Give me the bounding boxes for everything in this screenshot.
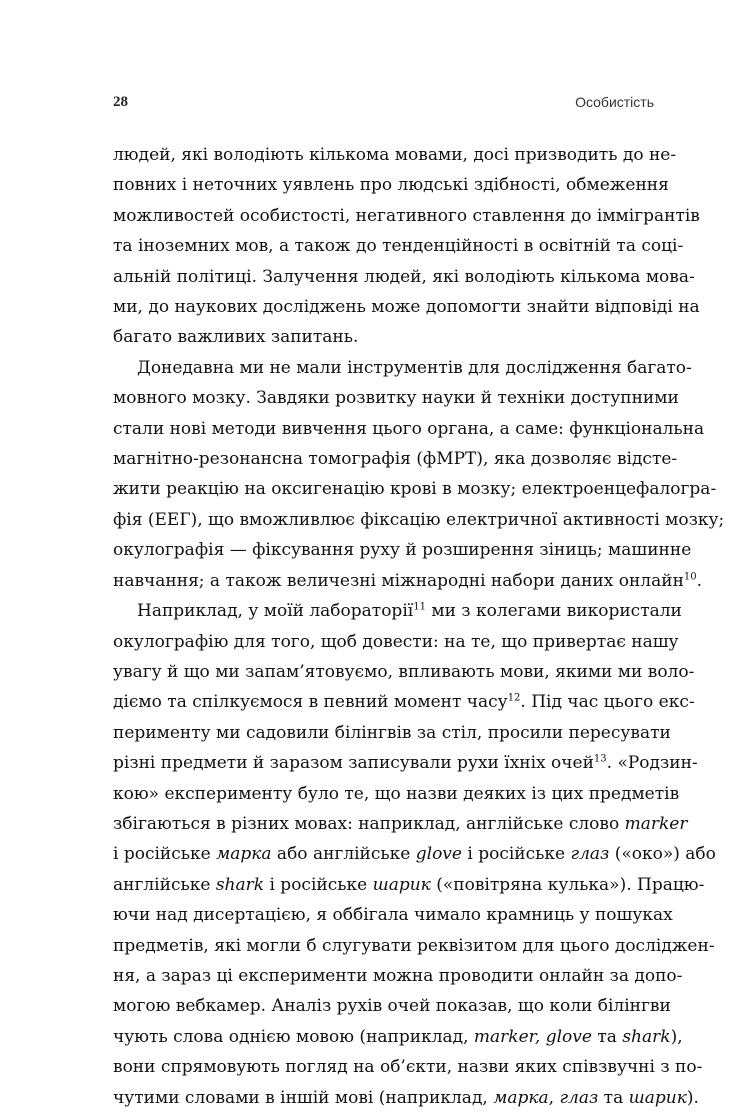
paragraph-3 [113,596,716,1113]
text-segment: («повітряна кулька»). Працю- [430,874,705,895]
text-line: Донедавна ми не мали інструментів для дослідження багато- [137,357,692,378]
text-line [113,870,705,900]
paragraph-2 [113,353,725,596]
text-line: мовного мозку. Завдяки розвитку науки й техніки доступними [113,388,679,409]
text-line [113,687,695,717]
footnote-ref-13[interactable]: 13 [593,753,607,765]
text-segment: ). [686,1087,699,1108]
text-line: багато важливих запитань. [113,327,359,348]
italic-term: марка [216,844,272,865]
text-line: перименту ми садовили білінгвів за стіл, просили пересувати [113,722,671,743]
text-line: вони спрямовують погляд на об’єкти, назви яких співзвучні з по- [113,1057,703,1078]
text-segment: . «Родзин- [606,753,698,774]
text-line: предметів, які могли б слугувати реквізитом для цього досліджен- [113,935,715,956]
text-line: окулографію для того, щоб довести: на те, що привертає нашу [113,631,679,652]
text-segment: . Під час цього екс- [520,692,695,713]
italic-term: shark [622,1026,671,1047]
italic-term: глаз [570,844,610,865]
italic-term: глаз [559,1087,599,1108]
italic-term: glove [415,844,462,865]
text-line [113,596,682,626]
text-segment: та [598,1087,629,1108]
text-line [113,1083,699,1113]
page-header [113,92,654,114]
text-line: можливостей особистості, негативного ставлення до іммігрантів [113,205,700,226]
text-line: альній політиці. Залучення людей, які володіють кількома мова- [113,266,695,287]
text-segment: або англійське [271,844,416,865]
text-line: людей, які володіють кількома мовами, досі призводить до не- [113,145,677,165]
text-line: кою» експерименту було те, що назви деяких із цих предметів [113,783,680,804]
text-segment: , [548,1087,560,1108]
text-segment: і російське [461,844,571,865]
text-line [113,809,688,839]
italic-term: shark [215,874,265,895]
text-line: ми, до наукових досліджень може допомогти знайти відповіді на [113,297,700,318]
text-line: могою вебкамер. Аналіз рухів очей показав, що коли білінгви [113,996,671,1017]
italic-term: marker [624,813,688,834]
text-segment: ), [670,1026,683,1047]
text-segment: різні предмети й заразом записували рухи їхніх очей [113,753,594,774]
text-line: навчання; а також величезні міжнародні набори даних онлайн$^{10}$. [113,570,703,591]
text-segment: чутими словами в іншій мові (наприклад, [113,1087,494,1108]
running-head: Особистість [575,94,654,110]
text-line: ючи над дисертацією, я оббігала чимало крамниць у пошуках [113,905,673,926]
page-number: 28 [113,94,128,110]
text-line: магнітно-резонансна томографія (фМРТ), яка дозволяє відсте- [113,449,678,470]
footnote-ref-11[interactable]: 11 [413,601,426,613]
paragraph-1 [113,140,700,353]
text-line: жити реакцію на оксигенацію крові в мозку; електроенцефалогра- [113,479,717,500]
text-line: та іноземних мов, а також до тенденційності в освітній та соці- [113,236,684,257]
italic-term: марка [493,1087,549,1108]
text-line: окулографія — фіксування руху й розширення зіниць; машинне [113,540,692,561]
text-segment: («око») або [609,844,716,865]
body-text [113,140,725,1113]
text-segment: чують слова однією мовою (наприклад, [113,1026,474,1047]
text-segment: Наприклад, у моїй лабораторії [137,601,414,622]
text-line [113,839,716,869]
text-line [113,748,698,778]
footnote-ref-10[interactable]: 10 [683,571,697,583]
italic-term: шарик [372,874,431,895]
text-segment: і російське [264,874,373,895]
text-line: стали нові методи вивчення цього органа, а саме: функціональна [113,418,705,439]
text-line: фія (ЕЕГ), що вможливлює фіксацію електричної активності мозку; [113,509,725,530]
text-segment: збігаються в різних мовах: наприклад, англійське слово [113,813,625,834]
italic-term: шарик [628,1087,687,1108]
text-line [113,1022,683,1052]
text-segment: та [591,1026,623,1047]
text-line: увагу й що ми запам’ятовуємо, впливають мови, якими ми воло- [113,661,695,682]
text-segment: ми з колегами використали [425,601,682,622]
text-segment: навчання; а також величезні міжнародні набори даних онлайн [113,570,684,591]
text-segment: англійське [113,874,216,895]
text-line: повних і неточних уявлень про людські здібності, обмеження [113,175,669,196]
text-segment: і російське [113,844,217,865]
text-segment: діємо та спілкуємося в певний момент часу [113,692,508,713]
footnote-ref-12[interactable]: 12 [507,692,521,704]
italic-term: marker, glove [473,1026,592,1047]
text-line: ня, а зараз ці експерименти можна проводити онлайн за допо- [113,965,683,986]
